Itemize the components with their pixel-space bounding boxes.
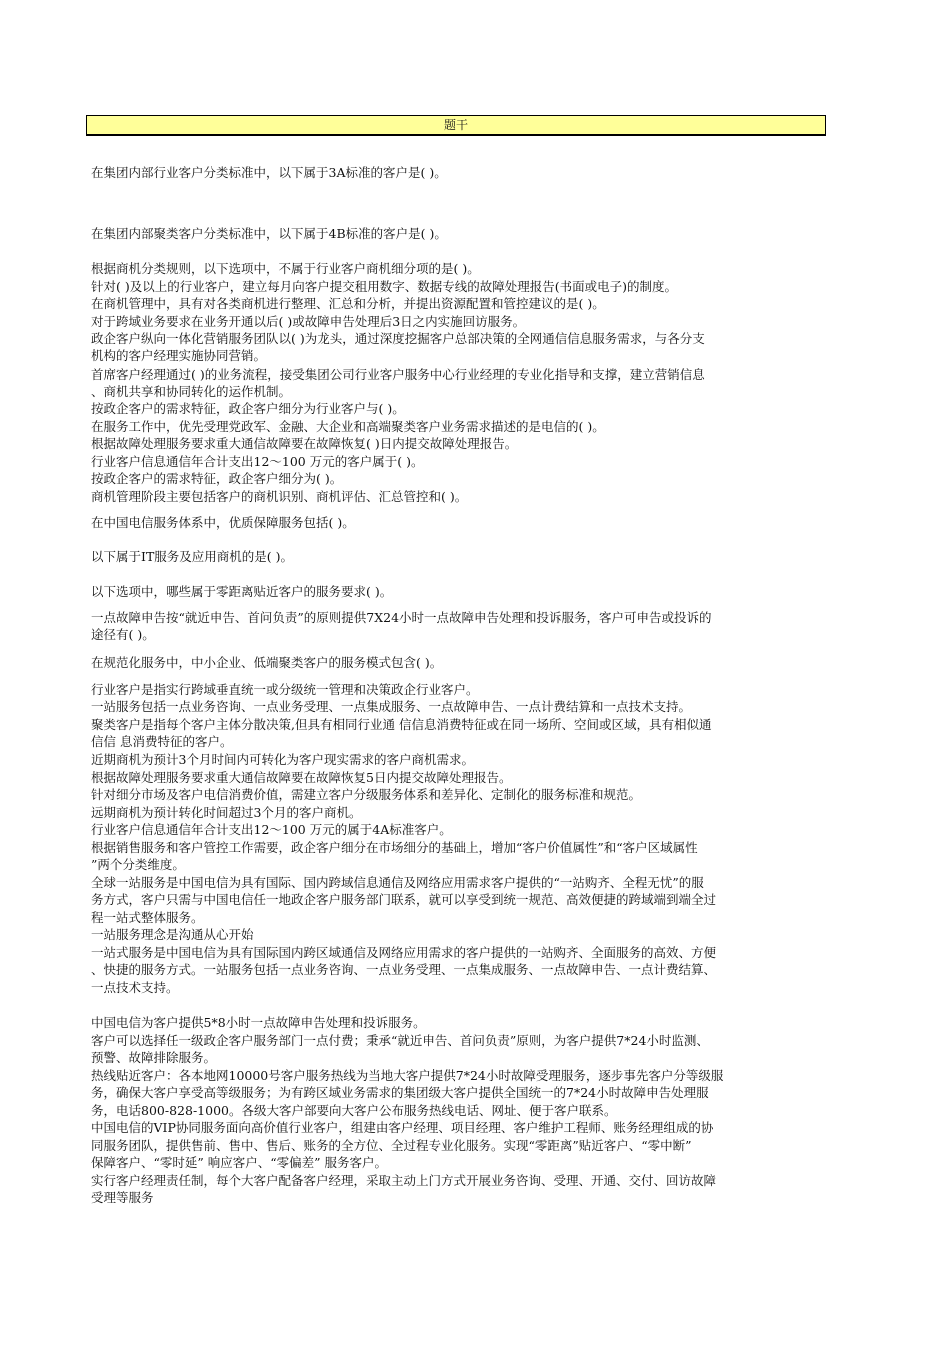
text-line: 实行客户经理责任制，每个大客户配备客户经理，采取主动上门方式开展业务咨询、受理、开通、交付、回访故障 bbox=[91, 1173, 717, 1188]
text-line: 热线贴近客户：各本地网10000号客户服务热线为当地大客户提供7*24小时故障受理服务，逐步事先客户分等级服 bbox=[91, 1068, 724, 1083]
text-line: 务方式，客户只需与中国电信任一地政企客户服务部门联系，就可以享受到统一规范、高效便捷的跨域端到端全过 bbox=[91, 892, 717, 907]
text-line: 政企客户纵向一体化营销服务团队以( )为龙头，通过深度挖掘客户总部决策的全网通信信息服务需求，与各分支 bbox=[91, 331, 705, 346]
text-line: 行业客户信息通信年合计支出12～100 万元的客户属于( )。 bbox=[91, 454, 424, 469]
text-line: 全球一站服务是中国电信为具有国际、国内跨域信息通信及网络应用需求客户提供的“一站购齐、全程无忧”的服 bbox=[91, 875, 704, 890]
text-line: 中国电信的VIP协同服务面向高价值行业客户，组建由客户经理、项目经理、客户维护工程师、账务经理组成的协 bbox=[91, 1120, 714, 1135]
text-line: 一点技术支持。 bbox=[91, 980, 179, 995]
text-line: 首席客户经理通过( )的业务流程，接受集团公司行业客户服务中心行业经理的专业化指导和支撑，建立营销信息 bbox=[91, 367, 705, 382]
text-line: 务，确保大客户享受高等级服务；为有跨区域业务需求的集团级大客户提供全国统一的7*24小时故障申告处理服 bbox=[91, 1085, 709, 1100]
text-line: 务，电话800-828-1000。各级大客户部要向大客户公布服务热线电话、网址、便于客户联系。 bbox=[91, 1103, 617, 1118]
text-line: 商机管理阶段主要包括客户的商机识别、商机评估、汇总管控和( )。 bbox=[91, 489, 468, 504]
text-line: 一点故障申告按“就近申告、首问负责”的原则提供7X24小时一点故障申告处理和投诉服务，客户可申告或投诉的 bbox=[91, 610, 712, 625]
text-line: 根据故障处理服务要求重大通信故障要在故障恢复( )日内提交故障处理报告。 bbox=[91, 436, 518, 451]
text-line: 根据故障处理服务要求重大通信故障要在故障恢复5日内提交故障处理报告。 bbox=[91, 770, 512, 785]
text-line: 在商机管理中，具有对各类商机进行整理、汇总和分析，并提出资源配置和管控建议的是( )。 bbox=[91, 296, 605, 311]
text-line: 程一站式整体服务。 bbox=[91, 910, 204, 925]
text-line: 根据销售服务和客户管控工作需要，政企客户细分在市场细分的基础上，增加“客户价值属性”和“客户区域属性 bbox=[91, 840, 698, 855]
text-line: 以下属于IT服务及应用商机的是( )。 bbox=[91, 549, 294, 564]
text-line: 按政企客户的需求特征，政企客户细分为( )。 bbox=[91, 471, 343, 486]
text-line: 同服务团队，提供售前、售中、售后、账务的全方位、全过程专业化服务。实现“零距离”贴近客户、“零中断” bbox=[91, 1138, 692, 1153]
text-line: 保障客户、“零时延” 响应客户、“零偏差” 服务客户。 bbox=[91, 1155, 388, 1170]
text-line: 按政企客户的需求特征，政企客户细分为行业客户与( )。 bbox=[91, 401, 405, 416]
text-line: 、快捷的服务方式。一站服务包括一点业务咨询、一点业务受理、一点集成服务、一点故障申告、一点计费结算、 bbox=[91, 962, 717, 977]
text-line: 机构的客户经理实施协同营销。 bbox=[91, 348, 267, 363]
text-line: 聚类客户是指每个客户主体分散决策,但具有相同行业通 信信息消费特征或在同一场所、空间或区域，具有相似通 bbox=[91, 717, 712, 732]
text-line: 行业客户是指实行跨域垂直统一或分级统一管理和决策政企行业客户。 bbox=[91, 682, 479, 697]
text-line: ”两个分类维度。 bbox=[91, 857, 185, 872]
text-line: 、商机共享和协同转化的运作机制。 bbox=[91, 384, 292, 399]
text-line: 近期商机为预计3个月时间内可转化为客户现实需求的客户商机需求。 bbox=[91, 752, 474, 767]
text-line: 途径有( )。 bbox=[91, 627, 155, 642]
text-line: 远期商机为预计转化时间超过3个月的客户商机。 bbox=[91, 805, 362, 820]
text-line: 以下选项中，哪些属于零距离贴近客户的服务要求( )。 bbox=[91, 584, 393, 599]
text-line: 在中国电信服务体系中，优质保障服务包括( )。 bbox=[91, 515, 355, 530]
text-line: 在集团内部行业客户分类标准中，以下属于3A标准的客户是( )。 bbox=[91, 165, 447, 180]
text-line: 在集团内部聚类客户分类标准中，以下属于4B标准的客户是( )。 bbox=[91, 226, 447, 241]
text-line: 针对( )及以上的行业客户，建立每月向客户提交租用数字、数据专线的故障处理报告(书面或电子)的制度。 bbox=[91, 279, 677, 294]
text-line: 客户可以选择任一级政企客户服务部门一点付费；秉承“就近申告、首问负责”原则，为客户提供7*24小时监测、 bbox=[91, 1033, 709, 1048]
text-line: 在服务工作中，优先受理党政军、金融、大企业和高端聚类客户业务需求描述的是电信的( )。 bbox=[91, 419, 605, 434]
text-line: 中国电信为客户提供5*8小时一点故障申告处理和投诉服务。 bbox=[91, 1015, 426, 1030]
text-line: 针对细分市场及客户电信消费价值，需建立客户分级服务体系和差异化、定制化的服务标准和规范。 bbox=[91, 787, 642, 802]
text-line: 在规范化服务中，中小企业、低端聚类客户的服务模式包含( )。 bbox=[91, 655, 443, 670]
text-line: 信信 息消费特征的客户。 bbox=[91, 734, 233, 749]
text-line: 一站式服务是中国电信为具有国际国内跨区域通信及网络应用需求的客户提供的一站购齐、全面服务的高效、方便 bbox=[91, 945, 717, 960]
text-line: 根据商机分类规则，以下选项中，不属于行业客户商机细分项的是( )。 bbox=[91, 261, 480, 276]
text-line: 一站服务包括一点业务咨询、一点业务受理、一点集成服务、一点故障申告、一点计费结算和一点技术支持。 bbox=[91, 699, 692, 714]
text-line: 一站服务理念是沟通从心开始 bbox=[91, 927, 254, 942]
text-line: 行业客户信息通信年合计支出12～100 万元的属于4A标准客户。 bbox=[91, 822, 452, 837]
column-header-question-stem[interactable]: 题干 bbox=[86, 115, 826, 136]
text-line: 对于跨域业务要求在业务开通以后( )或故障申告处理后3日之内实施回访服务。 bbox=[91, 314, 526, 329]
text-line: 受理等服务 bbox=[91, 1190, 154, 1205]
text-line: 预警、故障排除服务。 bbox=[91, 1050, 217, 1065]
